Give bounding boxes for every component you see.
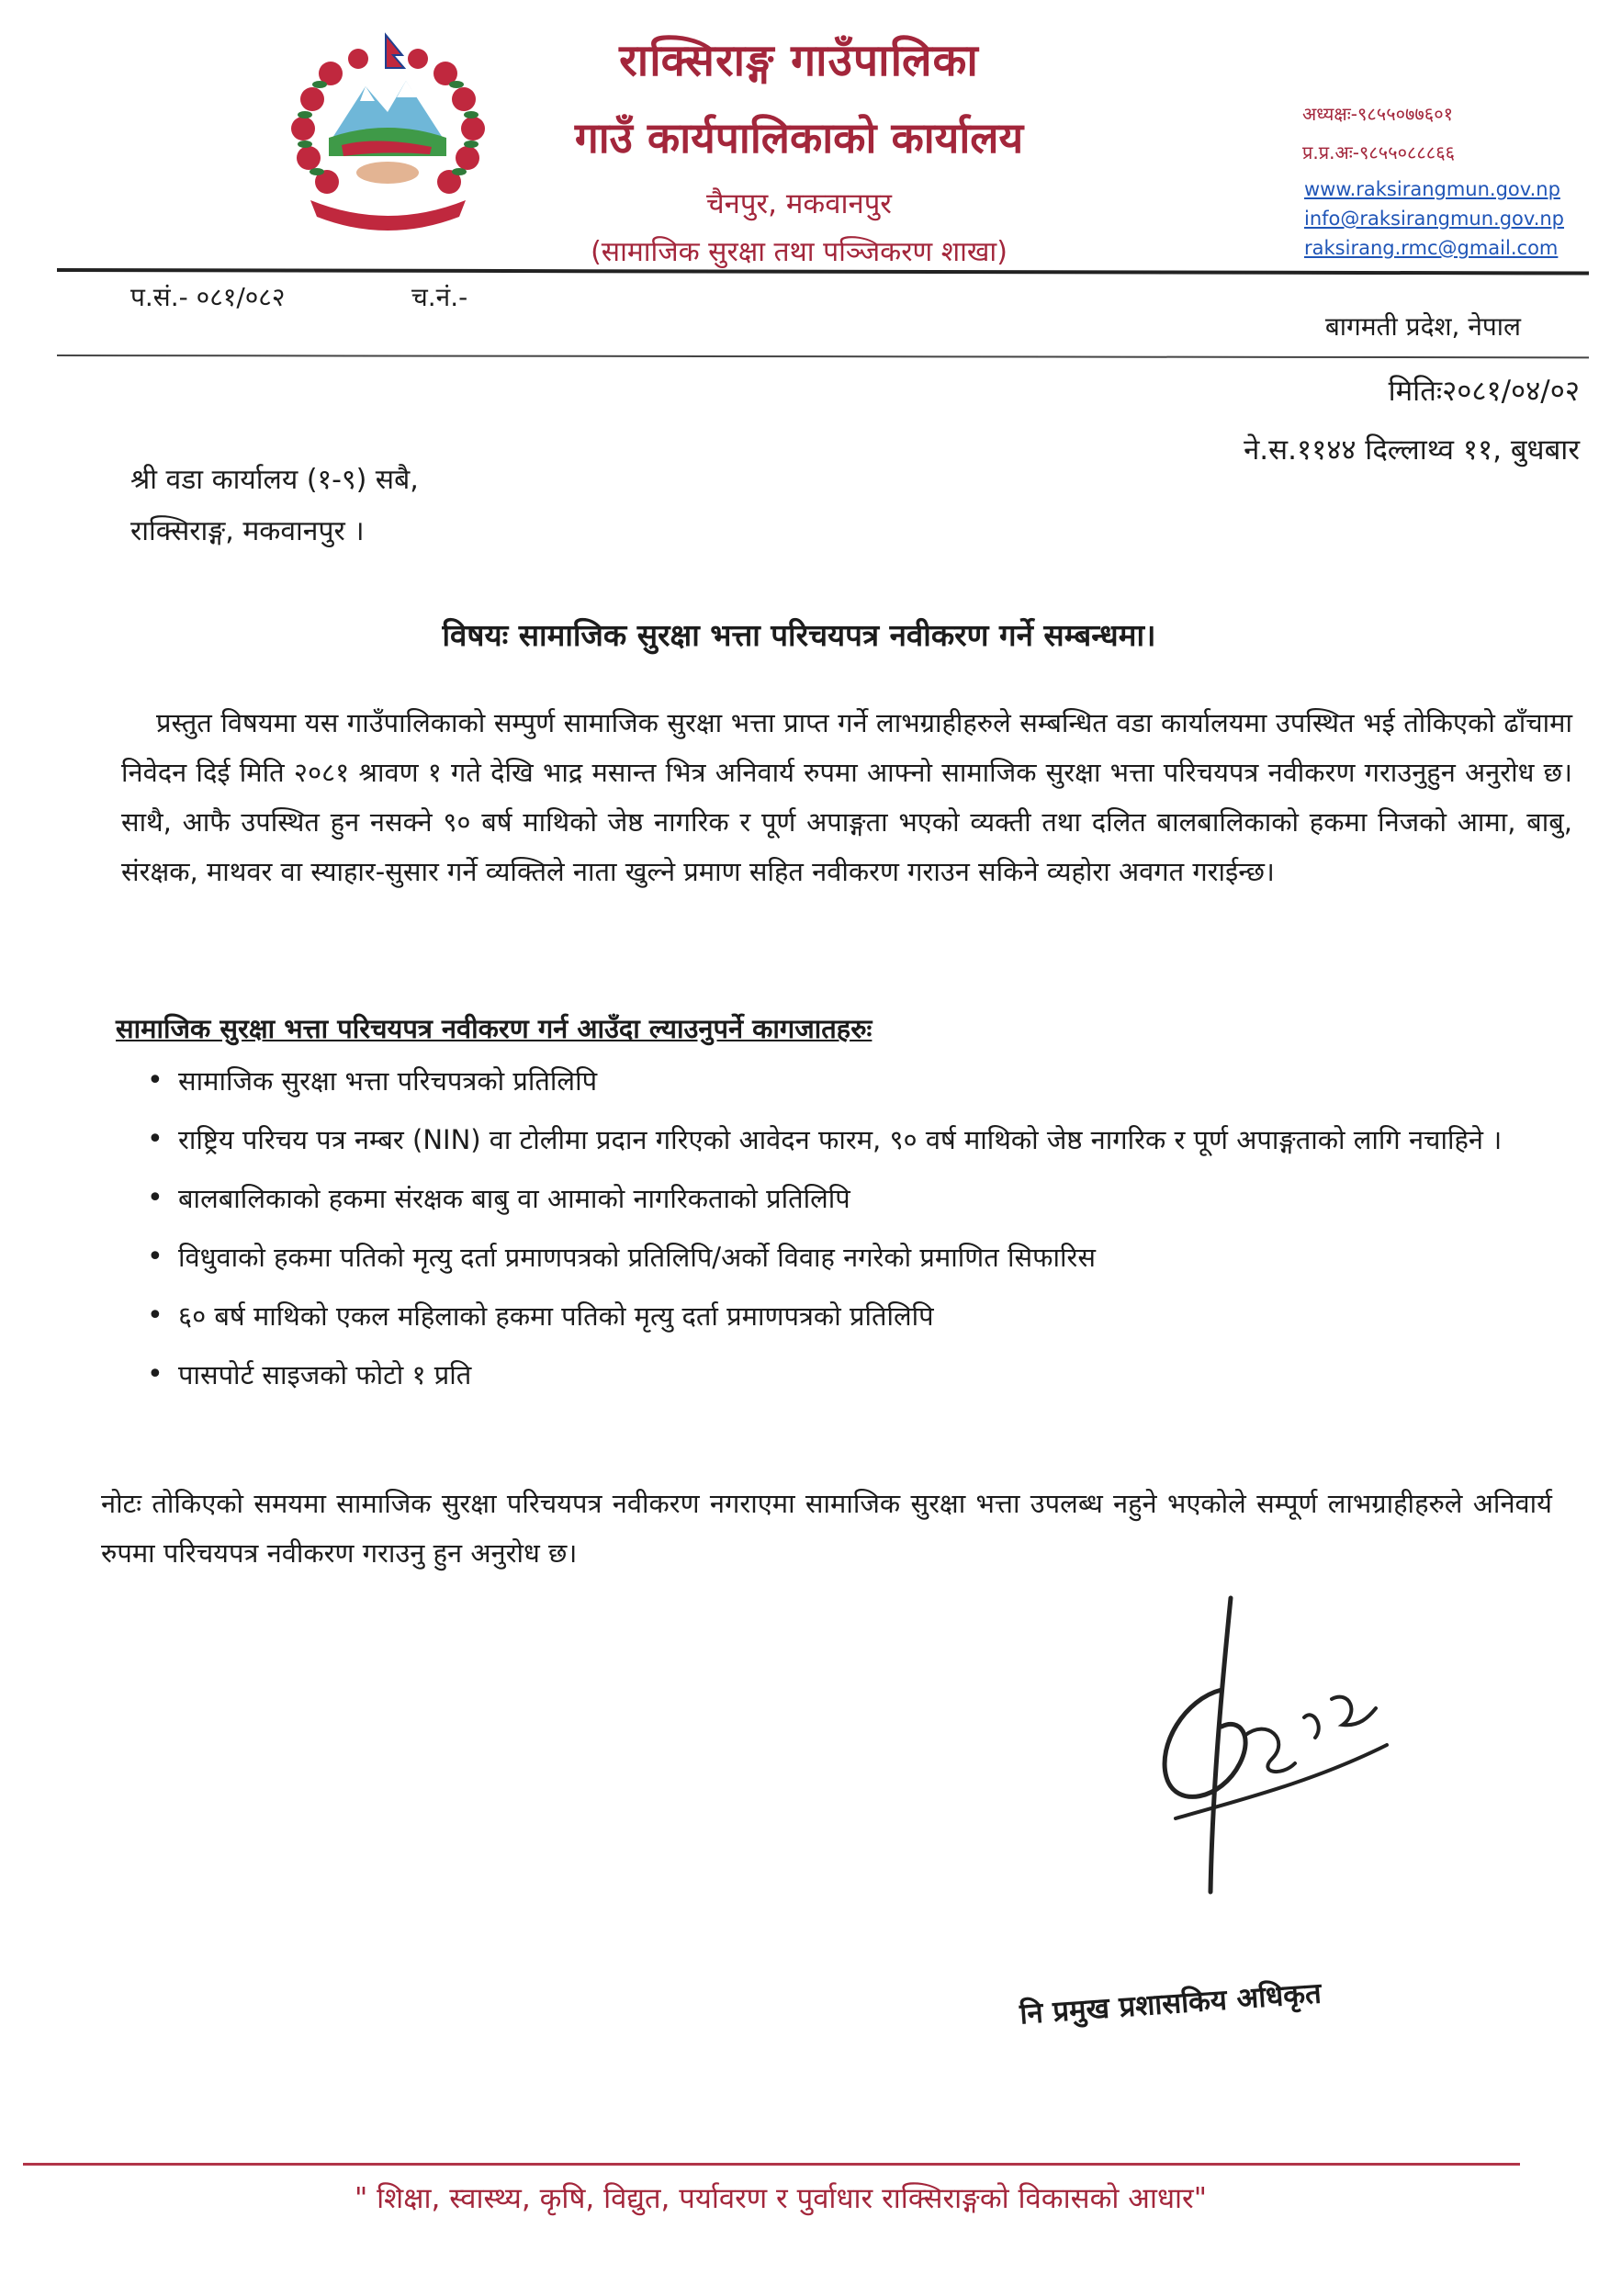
signatory-title: नि प्रमुख प्रशासकिय अधिकृत — [1019, 1976, 1323, 2032]
gmail-email-link[interactable]: raksirang.rmc@gmail.com — [1304, 237, 1559, 259]
documents-heading: सामाजिक सुरक्षा भत्ता परिचयपत्र नवीकरण गर्न आउँदा ल्याउनुपर्ने कागजातहरुः — [116, 1013, 873, 1044]
letter-subject: विषयः सामाजिक सुरक्षा भत्ता परिचयपत्र नवीकरण गर्ने सम्बन्धमा। — [442, 617, 1156, 653]
documents-list — [147, 1058, 1580, 1411]
office-name: गाउँ कार्यपालिकाको कार्यालय — [574, 113, 1024, 163]
dispatch-number: च.नं.- — [411, 282, 468, 312]
municipality-name: राक्सिराङ्ग गाउँपालिका — [619, 35, 979, 86]
list-item: • राष्ट्रिय परिचय पत्र नम्बर (NIN) वा टोलीमा प्रदान गरिएको आवेदन फारम, ९० वर्ष माथिको जेष्ठ नागरिक र पूर्ण अपाङ्गताको लागि नचाहिने । — [147, 1117, 1580, 1163]
footer-motto: " शिक्षा, स्वास्थ्य, कृषि, विद्युत, पर्यावरण र पुर्वाधार राक्सिराङ्गको विकासको आधार" — [355, 2182, 1207, 2215]
list-item: • बालबालिकाको हकमा संरक्षक बाबु वा आमाको नागरिकताको प्रतिलिपि — [147, 1176, 1580, 1221]
chief-phone: अध्यक्षः-९८५५०७७६०१ — [1302, 103, 1453, 125]
website-link[interactable]: www.raksirangmun.gov.np — [1304, 178, 1560, 200]
footer-divider — [23, 2163, 1520, 2166]
date-bs: मितिः२०८१/०४/०२ — [1388, 375, 1580, 408]
recipient-line-1: श्री वडा कार्यालय (१-९) सबै, — [130, 464, 419, 496]
list-item: • विधुवाको हकमा पतिको मृत्यु दर्ता प्रमाणपत्रको प्रतिलिपि/अर्को विवाह नगरेको प्रमाणित सिफारिस — [147, 1234, 1580, 1280]
branch-name: (सामाजिक सुरक्षा तथा पञ्जिकरण शाखा) — [591, 236, 1008, 268]
signature-icon — [1084, 1580, 1396, 1910]
cao-phone: प्र.प्र.अः-९८५५०८८८६६ — [1302, 141, 1456, 163]
info-email-link[interactable]: info@raksirangmun.gov.np — [1304, 208, 1565, 230]
list-item: • ६० बर्ष माथिको एकल महिलाको हकमा पतिको मृत्यु दर्ता प्रमाणपत्रको प्रतिलिपि — [147, 1293, 1580, 1339]
list-item: • सामाजिक सुरक्षा भत्ता परिचपत्रको प्रतिलिपि — [147, 1058, 1580, 1104]
date-nepal-sambat: ने.स.११४४ दिल्लाथ्व ११, बुधबार — [1244, 433, 1580, 467]
header-subdivider — [57, 355, 1589, 358]
body-text: प्रस्तुत विषयमा यस गाउँपालिकाको सम्पुर्ण सामाजिक सुरक्षा भत्ता प्राप्त गर्ने लाभग्राहीहरुले सम्बन्धित वडा कार्यालयमा उपस्थित भई तोकिएको ढाँचामा निवेदन दिई मिति २०८१ श्रावण १ गते देखि भाद्र मसान्त भित्र अनिवार्य रुपमा आफ्नो सामाजिक सुरक्षा भत्ता परिचयपत्र नवीकरण गराउनुहुन अनुरोध छ।साथै, आफै उपस्थित हुन नसक्ने ९० बर्ष माथिको जेष्ठ नागरिक र पूर्ण अपाङ्गता भएको व्यक्ती तथा दलित बालबालिकाको हकमा निजको आमा, बाबु, संरक्षक, माथवर वा स्याहार-सुसार गर्ने व्यक्तिले नाता खुल्ने प्रमाण सहित नवीकरण गराउन सकिने व्यहोरा अवगत गराईन्छ। — [121, 707, 1572, 887]
body-paragraph — [121, 698, 1572, 896]
province-label: बागमती प्रदेश, नेपाल — [1324, 311, 1521, 342]
office-location: चैनपुर, मकवानपुर — [706, 187, 892, 220]
nepal-emblem-icon — [276, 28, 501, 234]
reference-number: प.सं.- ०८१/०८२ — [130, 282, 286, 312]
list-item: • पासपोर्ट साइजको फोटो १ प्रति — [147, 1352, 1580, 1398]
recipient-line-2: राक्सिराङ्ग, मकवानपुर । — [130, 515, 365, 547]
note-paragraph: नोटः तोकिएको समयमा सामाजिक सुरक्षा परिचयपत्र नवीकरण नगराएमा सामाजिक सुरक्षा भत्ता उपलब्ध नहुने भएकोले सम्पूर्ण लाभग्राहीहरुले अनिवार्य रुपमा परिचयपत्र नवीकरण गराउनु हुन अनुरोध छ। — [101, 1488, 1552, 1569]
header-divider — [57, 268, 1589, 275]
